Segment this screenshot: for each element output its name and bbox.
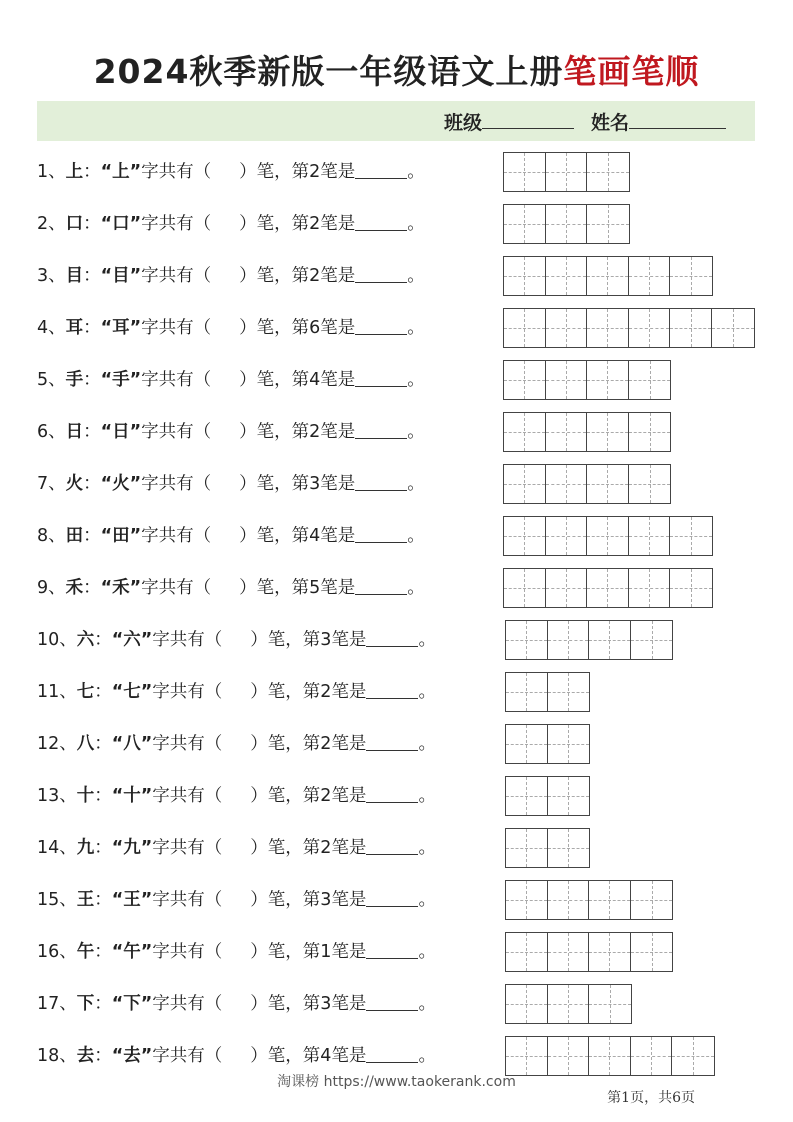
stroke-count-prompt: 字共有（ xyxy=(141,474,212,494)
stroke-tail: 笔是 xyxy=(320,214,356,234)
question-row xyxy=(37,464,757,504)
quoted-char: “去” xyxy=(111,1046,153,1066)
question-char: 禾 xyxy=(65,578,84,598)
question-text: 9、禾：“禾”字共有（ ）笔，第5笔是 。 xyxy=(37,568,425,608)
grid-cell[interactable] xyxy=(546,569,588,607)
writing-grid[interactable] xyxy=(503,308,755,348)
name-label: 姓名 xyxy=(591,112,630,134)
writing-grid[interactable] xyxy=(503,568,713,608)
quoted-char: “手” xyxy=(100,370,142,390)
class-field xyxy=(444,108,574,135)
quoted-char: “十” xyxy=(111,786,153,806)
grid-cell[interactable] xyxy=(546,257,588,295)
grid-cell[interactable] xyxy=(712,309,754,347)
grid-cell[interactable] xyxy=(587,569,629,607)
stroke-count-prompt: 字共有（ xyxy=(141,422,212,442)
stroke-number: 2 xyxy=(309,214,321,234)
grid-cell[interactable] xyxy=(546,153,588,191)
quoted-char: “七” xyxy=(111,682,153,702)
stroke-number: 2 xyxy=(309,422,321,442)
writing-grid[interactable] xyxy=(503,464,671,504)
question-end: 。 xyxy=(418,838,436,858)
question-text: 14、九：“九”字共有（ ）笔，第2笔是 。 xyxy=(37,828,436,868)
question-row xyxy=(37,932,757,972)
grid-cell[interactable] xyxy=(504,205,546,243)
question-text: 8、田：“田”字共有（ ）笔，第4笔是 。 xyxy=(37,516,425,556)
stroke-order-prompt: ）笔，第 xyxy=(250,734,321,754)
grid-cell[interactable] xyxy=(587,361,629,399)
grid-cell[interactable] xyxy=(504,569,546,607)
grid-cell[interactable] xyxy=(587,517,629,555)
grid-cell[interactable] xyxy=(631,933,673,971)
grid-cell[interactable] xyxy=(589,881,631,919)
question-number: 5、 xyxy=(37,370,66,390)
question-text: 17、下：“下”字共有（ ）笔，第3笔是 。 xyxy=(37,984,436,1024)
stroke-tail: 笔是 xyxy=(331,786,367,806)
question-row xyxy=(37,412,757,452)
question-row xyxy=(37,152,757,192)
quoted-char: “下” xyxy=(111,994,153,1014)
stroke-number: 5 xyxy=(309,578,321,598)
quoted-char: “八” xyxy=(111,734,153,754)
quoted-char: “耳” xyxy=(100,318,142,338)
stroke-number: 3 xyxy=(320,630,332,650)
title-main: 2024秋季新版一年级语文上册 xyxy=(93,52,564,91)
class-label: 班级 xyxy=(444,112,483,134)
question-number: 13、 xyxy=(37,786,77,806)
question-end: 。 xyxy=(418,734,436,754)
stroke-order-prompt: ）笔，第 xyxy=(250,838,321,858)
stroke-count-prompt: 字共有（ xyxy=(152,786,223,806)
question-text: 3、目：“目”字共有（ ）笔，第2笔是 。 xyxy=(37,256,425,296)
grid-cell[interactable] xyxy=(548,829,590,867)
stroke-answer-blank[interactable] xyxy=(355,256,407,283)
question-end: 。 xyxy=(407,370,425,390)
grid-cell[interactable] xyxy=(589,933,631,971)
stroke-count-prompt: 字共有（ xyxy=(152,942,223,962)
question-row xyxy=(37,256,757,296)
grid-cell[interactable] xyxy=(504,257,546,295)
writing-grid[interactable] xyxy=(503,204,630,244)
question-row xyxy=(37,1036,757,1076)
quoted-char: “火” xyxy=(100,474,142,494)
grid-cell[interactable] xyxy=(506,829,548,867)
question-end: 。 xyxy=(418,1046,436,1066)
stroke-count-prompt: 字共有（ xyxy=(141,162,212,182)
stroke-count-prompt: 字共有（ xyxy=(152,1046,223,1066)
grid-cell[interactable] xyxy=(629,413,671,451)
grid-cell[interactable] xyxy=(504,465,546,503)
stroke-number: 3 xyxy=(320,890,332,910)
stroke-tail: 笔是 xyxy=(320,266,356,286)
stroke-order-prompt: ）笔，第 xyxy=(239,266,310,286)
stroke-order-prompt: ）笔，第 xyxy=(250,682,321,702)
grid-cell[interactable] xyxy=(546,205,588,243)
question-end: 。 xyxy=(407,422,425,442)
grid-cell[interactable] xyxy=(506,621,548,659)
stroke-tail: 笔是 xyxy=(320,578,356,598)
stroke-number: 6 xyxy=(309,318,321,338)
quoted-char: “禾” xyxy=(100,578,142,598)
grid-cell[interactable] xyxy=(670,309,712,347)
question-number: 18、 xyxy=(37,1046,77,1066)
grid-cell[interactable] xyxy=(504,413,546,451)
writing-grid[interactable] xyxy=(505,880,673,920)
stroke-answer-blank[interactable] xyxy=(355,568,407,595)
question-end: 。 xyxy=(418,786,436,806)
stroke-order-prompt: ）笔，第 xyxy=(239,318,310,338)
grid-cell[interactable] xyxy=(506,673,548,711)
question-number: 7、 xyxy=(37,474,66,494)
writing-grid[interactable] xyxy=(505,672,590,712)
grid-cell[interactable] xyxy=(587,465,629,503)
stroke-number: 1 xyxy=(320,942,332,962)
grid-cell[interactable] xyxy=(546,413,588,451)
writing-grid[interactable] xyxy=(505,1036,715,1076)
question-text: 15、王：“王”字共有（ ）笔，第3笔是 。 xyxy=(37,880,436,920)
question-char: 口 xyxy=(65,214,84,234)
question-row xyxy=(37,672,757,712)
question-row xyxy=(37,880,757,920)
question-char: 九 xyxy=(76,838,95,858)
stroke-count-prompt: 字共有（ xyxy=(141,318,212,338)
question-text: 4、耳：“耳”字共有（ ）笔，第6笔是 。 xyxy=(37,308,425,348)
grid-cell[interactable] xyxy=(504,153,546,191)
writing-grid[interactable] xyxy=(505,828,590,868)
grid-cell[interactable] xyxy=(504,309,546,347)
stroke-number: 2 xyxy=(320,838,332,858)
stroke-tail: 笔是 xyxy=(331,682,367,702)
grid-cell[interactable] xyxy=(548,621,590,659)
question-number: 16、 xyxy=(37,942,77,962)
class-blank[interactable] xyxy=(482,128,574,129)
stroke-count-prompt: 字共有（ xyxy=(141,578,212,598)
question-end: 。 xyxy=(407,318,425,338)
stroke-tail: 笔是 xyxy=(320,474,356,494)
stroke-answer-blank[interactable] xyxy=(355,516,407,543)
quoted-char: “日” xyxy=(100,422,142,442)
question-row xyxy=(37,308,757,348)
stroke-order-prompt: ）笔，第 xyxy=(239,162,310,182)
footer-site: 淘课榜 https://www.taokerank.com xyxy=(277,1074,516,1090)
stroke-order-prompt: ）笔，第 xyxy=(250,630,321,650)
grid-cell[interactable] xyxy=(631,621,673,659)
grid-cell[interactable] xyxy=(587,413,629,451)
grid-cell[interactable] xyxy=(589,985,631,1023)
grid-cell[interactable] xyxy=(587,309,629,347)
question-end: 。 xyxy=(407,162,425,182)
stroke-count-prompt: 字共有（ xyxy=(152,890,223,910)
question-end: 。 xyxy=(418,682,436,702)
grid-cell[interactable] xyxy=(629,465,671,503)
question-char: 七 xyxy=(76,682,95,702)
writing-grid[interactable] xyxy=(505,776,590,816)
grid-cell[interactable] xyxy=(546,361,588,399)
stroke-answer-blank[interactable] xyxy=(355,152,407,179)
stroke-number: 2 xyxy=(320,682,332,702)
question-number: 4、 xyxy=(37,318,66,338)
stroke-answer-blank[interactable] xyxy=(355,360,407,387)
question-char: 手 xyxy=(65,370,84,390)
question-char: 六 xyxy=(76,630,95,650)
grid-cell[interactable] xyxy=(670,517,712,555)
stroke-number: 3 xyxy=(320,994,332,1014)
grid-cell[interactable] xyxy=(548,985,590,1023)
quoted-char: “王” xyxy=(111,890,153,910)
question-number: 10、 xyxy=(37,630,77,650)
grid-cell[interactable] xyxy=(629,257,671,295)
writing-grid[interactable] xyxy=(505,620,673,660)
question-number: 17、 xyxy=(37,994,77,1014)
stroke-answer-blank[interactable] xyxy=(366,672,418,699)
stroke-order-prompt: ）笔，第 xyxy=(239,526,310,546)
question-number: 14、 xyxy=(37,838,77,858)
writing-grid[interactable] xyxy=(505,984,632,1024)
stroke-tail: 笔是 xyxy=(320,422,356,442)
question-text: 10、六：“六”字共有（ ）笔，第3笔是 。 xyxy=(37,620,436,660)
grid-cell[interactable] xyxy=(506,985,548,1023)
question-char: 八 xyxy=(76,734,95,754)
quoted-char: “口” xyxy=(100,214,142,234)
stroke-tail: 笔是 xyxy=(331,890,367,910)
name-blank[interactable] xyxy=(629,128,726,129)
stroke-tail: 笔是 xyxy=(331,994,367,1014)
stroke-order-prompt: ）笔，第 xyxy=(239,370,310,390)
question-row xyxy=(37,984,757,1024)
grid-cell[interactable] xyxy=(548,881,590,919)
grid-cell[interactable] xyxy=(631,1037,673,1075)
quoted-char: “九” xyxy=(111,838,153,858)
name-field xyxy=(591,108,726,135)
writing-grid[interactable] xyxy=(503,516,713,556)
question-end: 。 xyxy=(418,630,436,650)
question-text: 16、午：“午”字共有（ ）笔，第1笔是 。 xyxy=(37,932,436,972)
question-end: 。 xyxy=(407,578,425,598)
stroke-tail: 笔是 xyxy=(331,734,367,754)
question-char: 王 xyxy=(76,890,95,910)
question-row xyxy=(37,724,757,764)
question-text: 13、十：“十”字共有（ ）笔，第2笔是 。 xyxy=(37,776,436,816)
stroke-count-prompt: 字共有（ xyxy=(141,526,212,546)
title-accent: 笔画笔顺 xyxy=(563,52,700,91)
stroke-order-prompt: ）笔，第 xyxy=(250,786,321,806)
question-text: 1、上：“上”字共有（ ）笔，第2笔是 。 xyxy=(37,152,425,192)
stroke-answer-blank[interactable] xyxy=(366,828,418,855)
question-char: 十 xyxy=(76,786,95,806)
stroke-tail: 笔是 xyxy=(320,162,356,182)
grid-cell[interactable] xyxy=(546,309,588,347)
question-char: 下 xyxy=(76,994,95,1014)
stroke-count-prompt: 字共有（ xyxy=(152,682,223,702)
stroke-count-prompt: 字共有（ xyxy=(141,214,212,234)
question-number: 6、 xyxy=(37,422,66,442)
question-number: 3、 xyxy=(37,266,66,286)
grid-cell[interactable] xyxy=(587,257,629,295)
question-char: 午 xyxy=(76,942,95,962)
stroke-tail: 笔是 xyxy=(331,942,367,962)
question-text: 5、手：“手”字共有（ ）笔，第4笔是 。 xyxy=(37,360,425,400)
stroke-order-prompt: ）笔，第 xyxy=(239,214,310,234)
grid-cell[interactable] xyxy=(548,673,590,711)
stroke-order-prompt: ）笔，第 xyxy=(239,422,310,442)
grid-cell[interactable] xyxy=(670,257,712,295)
grid-cell[interactable] xyxy=(504,517,546,555)
grid-cell[interactable] xyxy=(629,361,671,399)
question-number: 1、 xyxy=(37,162,66,182)
stroke-tail: 笔是 xyxy=(331,838,367,858)
stroke-answer-blank[interactable] xyxy=(366,620,418,647)
grid-cell[interactable] xyxy=(672,1037,714,1075)
stroke-number: 4 xyxy=(309,526,321,546)
question-row xyxy=(37,620,757,660)
grid-cell[interactable] xyxy=(548,777,590,815)
question-char: 火 xyxy=(65,474,84,494)
grid-cell[interactable] xyxy=(631,881,673,919)
quoted-char: “午” xyxy=(111,942,153,962)
stroke-order-prompt: ）笔，第 xyxy=(250,994,321,1014)
question-char: 目 xyxy=(65,266,84,286)
question-end: 。 xyxy=(407,266,425,286)
stroke-tail: 笔是 xyxy=(331,1046,367,1066)
stroke-tail: 笔是 xyxy=(320,370,356,390)
stroke-number: 2 xyxy=(309,162,321,182)
question-char: 日 xyxy=(65,422,84,442)
writing-grid[interactable] xyxy=(503,360,671,400)
question-number: 11、 xyxy=(37,682,77,702)
question-row xyxy=(37,776,757,816)
stroke-count-prompt: 字共有（ xyxy=(152,734,223,754)
grid-cell[interactable] xyxy=(546,517,588,555)
stroke-order-prompt: ）笔，第 xyxy=(239,474,310,494)
stroke-count-prompt: 字共有（ xyxy=(152,838,223,858)
question-char: 耳 xyxy=(65,318,84,338)
question-number: 2、 xyxy=(37,214,66,234)
stroke-answer-blank[interactable] xyxy=(366,932,418,959)
question-text: 6、日：“日”字共有（ ）笔，第2笔是 。 xyxy=(37,412,425,452)
stroke-count-prompt: 字共有（ xyxy=(152,630,223,650)
grid-cell[interactable] xyxy=(504,361,546,399)
stroke-answer-blank[interactable] xyxy=(366,984,418,1011)
question-row xyxy=(37,204,757,244)
stroke-number: 2 xyxy=(309,266,321,286)
grid-cell[interactable] xyxy=(629,569,671,607)
grid-cell[interactable] xyxy=(506,881,548,919)
stroke-number: 4 xyxy=(320,1046,332,1066)
question-row xyxy=(37,360,757,400)
grid-cell[interactable] xyxy=(670,569,712,607)
question-end: 。 xyxy=(418,942,436,962)
question-end: 。 xyxy=(418,994,436,1014)
stroke-order-prompt: ）笔，第 xyxy=(239,578,310,598)
writing-grid[interactable] xyxy=(503,256,713,296)
stroke-answer-blank[interactable] xyxy=(355,204,407,231)
question-text: 11、七：“七”字共有（ ）笔，第2笔是 。 xyxy=(37,672,436,712)
grid-cell[interactable] xyxy=(506,1037,548,1075)
question-text: 12、八：“八”字共有（ ）笔，第2笔是 。 xyxy=(37,724,436,764)
grid-cell[interactable] xyxy=(546,465,588,503)
question-char: 去 xyxy=(76,1046,95,1066)
grid-cell[interactable] xyxy=(506,725,548,763)
question-row xyxy=(37,516,757,556)
stroke-answer-blank[interactable] xyxy=(355,308,407,335)
writing-grid[interactable] xyxy=(503,412,671,452)
page-number: 第1页，共6页 xyxy=(607,1090,695,1106)
question-row xyxy=(37,828,757,868)
grid-cell[interactable] xyxy=(506,777,548,815)
grid-cell[interactable] xyxy=(629,517,671,555)
question-number: 15、 xyxy=(37,890,77,910)
stroke-tail: 笔是 xyxy=(331,630,367,650)
stroke-count-prompt: 字共有（ xyxy=(141,370,212,390)
quoted-char: “目” xyxy=(100,266,142,286)
question-number: 12、 xyxy=(37,734,77,754)
stroke-order-prompt: ）笔，第 xyxy=(250,1046,321,1066)
grid-cell[interactable] xyxy=(589,621,631,659)
stroke-order-prompt: ）笔，第 xyxy=(250,890,321,910)
question-text: 2、口：“口”字共有（ ）笔，第2笔是 。 xyxy=(37,204,425,244)
quoted-char: “六” xyxy=(111,630,153,650)
question-end: 。 xyxy=(407,214,425,234)
writing-grid[interactable] xyxy=(505,932,673,972)
stroke-order-prompt: ）笔，第 xyxy=(250,942,321,962)
grid-cell[interactable] xyxy=(548,1037,590,1075)
grid-cell[interactable] xyxy=(548,725,590,763)
page-title xyxy=(0,46,793,93)
question-char: 田 xyxy=(65,526,84,546)
stroke-count-prompt: 字共有（ xyxy=(152,994,223,1014)
question-text: 7、火：“火”字共有（ ）笔，第3笔是 。 xyxy=(37,464,425,504)
quoted-char: “上” xyxy=(100,162,142,182)
grid-cell[interactable] xyxy=(506,933,548,971)
writing-grid[interactable] xyxy=(505,724,590,764)
writing-grid[interactable] xyxy=(503,152,630,192)
stroke-number: 4 xyxy=(309,370,321,390)
stroke-answer-blank[interactable] xyxy=(366,1036,418,1063)
stroke-tail: 笔是 xyxy=(320,318,356,338)
quoted-char: “田” xyxy=(100,526,142,546)
stroke-answer-blank[interactable] xyxy=(366,776,418,803)
question-row xyxy=(37,568,757,608)
question-number: 8、 xyxy=(37,526,66,546)
stroke-tail: 笔是 xyxy=(320,526,356,546)
grid-cell[interactable] xyxy=(587,205,629,243)
grid-cell[interactable] xyxy=(587,153,629,191)
question-end: 。 xyxy=(418,890,436,910)
stroke-answer-blank[interactable] xyxy=(355,464,407,491)
grid-cell[interactable] xyxy=(589,1037,631,1075)
stroke-number: 2 xyxy=(320,734,332,754)
stroke-answer-blank[interactable] xyxy=(366,880,418,907)
question-end: 。 xyxy=(407,526,425,546)
stroke-answer-blank[interactable] xyxy=(366,724,418,751)
question-end: 。 xyxy=(407,474,425,494)
stroke-number: 3 xyxy=(309,474,321,494)
grid-cell[interactable] xyxy=(629,309,671,347)
stroke-count-prompt: 字共有（ xyxy=(141,266,212,286)
question-char: 上 xyxy=(65,162,84,182)
question-number: 9、 xyxy=(37,578,66,598)
stroke-number: 2 xyxy=(320,786,332,806)
question-text: 18、去：“去”字共有（ ）笔，第4笔是 。 xyxy=(37,1036,436,1076)
grid-cell[interactable] xyxy=(548,933,590,971)
stroke-answer-blank[interactable] xyxy=(355,412,407,439)
